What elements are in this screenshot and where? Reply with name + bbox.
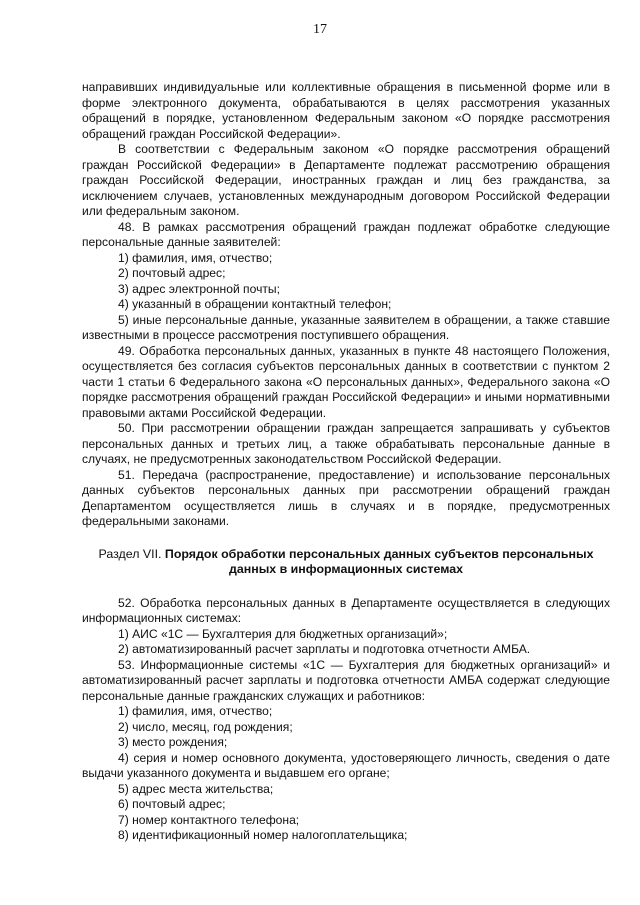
- list-item: 7) номер контактного телефона;: [118, 812, 300, 827]
- list-item: 1) АИС «1С — Бухгалтерия для бюджетных организаций»;: [118, 626, 448, 641]
- list-item: 5) адрес места жительства;: [118, 781, 274, 796]
- paragraph-50: 50. При рассмотрении обращении граждан запрещается запрашивать у субъектов персональных данных и третьих лиц, а также обрабатывать персональные данные в случаях, не предусмотренных законодательством Российской Федерации.: [82, 421, 610, 466]
- list-item: 1) фамилия, имя, отчество;: [118, 704, 273, 718]
- list-item: 3) адрес электронной почты;: [118, 281, 280, 296]
- paragraph-federal-law: В соответствии с Федеральным законом «О порядке рассмотрения обращений граждан Российской Федерации» в Департаменте подлежат рассмотрению обращения граждан Российской Федерации, иностранных граждан и лиц без гражданства, за исключением случаев, установленных международным договором Российской Федерации или федеральным законом.: [82, 142, 610, 218]
- list-item: 6) почтовый адрес;: [118, 797, 226, 811]
- paragraph-49: 49. Обработка персональных данных, указанных в пункте 48 настоящего Положения, осуществляется без согласия субъектов персональных данных в соответствии с пунктом 2 части 1 статьи 6 Федерального закона «О персональных данных», Федерального закона «О порядке рассмотрения обращений граждан Российской Федерации» и иными нормативными правовыми актами Российской Федерации.: [82, 343, 610, 420]
- paragraph-continuation: направивших индивидуальные или коллективные обращения в письменной форме или в форме электронного документа, обрабатываются в целях рассмотрения указанных обращений в порядке, установленном Федеральным законом «О порядке рассмотрения обращений граждан Российской Федерации».: [82, 80, 610, 141]
- document-body: [82, 80, 610, 844]
- list-item: 2) автоматизированный расчет зарплаты и подготовка отчетности АМБА.: [118, 642, 531, 656]
- list-item: 1) фамилия, имя, отчество;: [118, 250, 273, 265]
- page-number: 17: [313, 22, 327, 37]
- list-item: 4) указанный в обращении контактный телефон;: [118, 297, 392, 311]
- paragraph-48: 48. В рамках рассмотрения обращений граждан подлежат обработке следующие персональные данные заявителей:: [82, 219, 610, 249]
- list-item: 2) почтовый адрес;: [118, 266, 226, 280]
- section-heading: [82, 547, 610, 578]
- paragraph-52: 52. Обработка персональных данных в Департаменте осуществляется в следующих информационных системах:: [82, 595, 610, 625]
- list-item: 2) число, месяц, год рождения;: [118, 719, 293, 734]
- paragraph-51: 51. Передача (распространение, предоставление) и использование персональных данных субъектов персональных данных при рассмотрении обращений граждан Департаментом осуществляется лишь в случаях и в порядке, предусмотренных федеральными законами.: [82, 467, 610, 528]
- list-item: 3) место рождения;: [118, 735, 228, 749]
- section-title: Порядок обработки персональных данных субъектов персональных данных в информационных системах: [164, 546, 594, 576]
- list-item: 4) серия и номер основного документа, удостоверяющего личность, сведения о дате выдачи указанного документа и выдавшем его органе;: [82, 750, 610, 780]
- list-item: 8) идентификационный номер налогоплательщика;: [118, 828, 408, 842]
- list-item: 5) иные персональные данные, указанные заявителем в обращении, а также ставшие известными в процессе рассмотрения поступившего обращения.: [82, 312, 610, 342]
- paragraph-53: 53. Информационные системы «1С — Бухгалтерия для бюджетных организаций» и автоматизированный расчет зарплаты и подготовка отчетности АМБА содержат следующие персональные данные гражданских служащих и работников:: [82, 657, 610, 703]
- section-prefix: Раздел VII.: [98, 546, 165, 561]
